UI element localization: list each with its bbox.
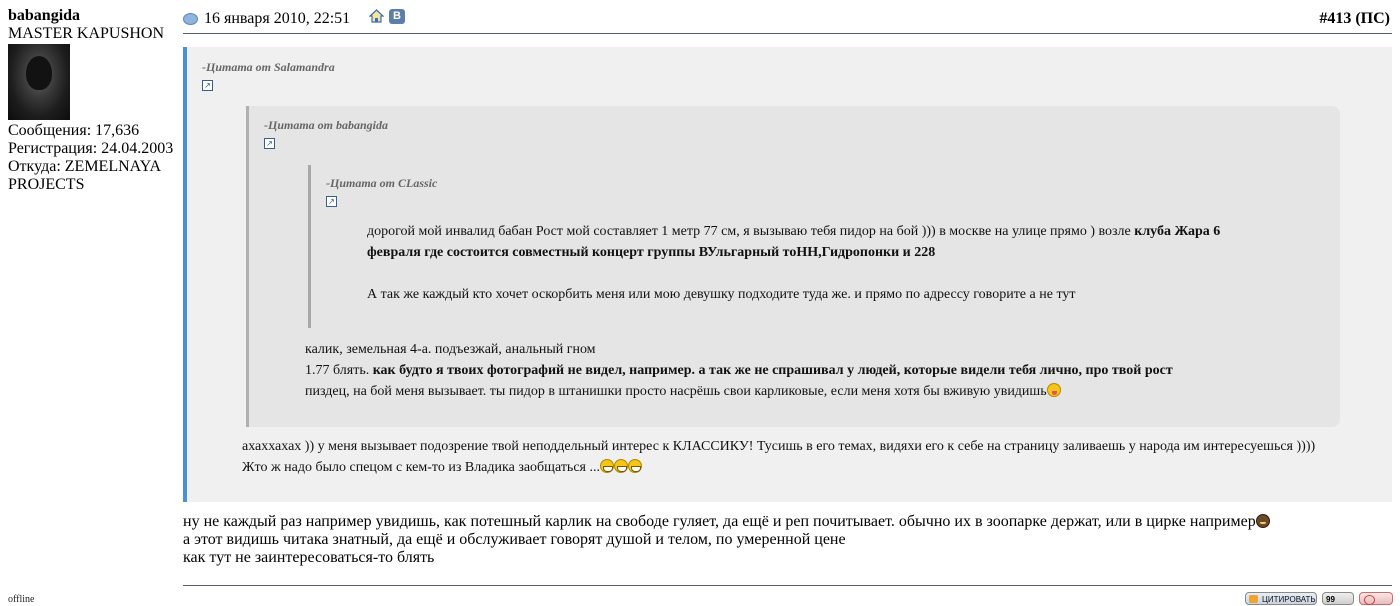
user-from: Откуда: ZEMELNAYA xyxy=(8,158,162,175)
user-info xyxy=(8,7,180,194)
reputation-button[interactable] xyxy=(1359,592,1393,605)
quote-middle-line1: калик, земельная 4-а. подъезжай, анальный гном xyxy=(305,342,596,357)
quote-inner-text xyxy=(367,221,1267,305)
quote-header-salamandra: -Цитата от Salamandra xyxy=(202,60,335,74)
post-number-wrap: #413 (ПС) xyxy=(1319,10,1390,27)
quote-middle-text xyxy=(305,339,1335,402)
smile-evil-icon xyxy=(1256,514,1270,528)
smile-grin-icon xyxy=(628,459,642,473)
message-line3: как тут не заинтересоваться-то блять xyxy=(183,549,435,566)
quote-outer-line1: ахаххахах )) у меня вызывает подозрение твой неподдельный интерес к КЛАССИКУ! Тусишь в его темах, видяхи его к себе на страницу заливаешь у народа им интересуешься )))) xyxy=(242,439,1316,454)
quote-outer-line2: Жто ж надо было спецом с кем-то из Владика заобщаться ... xyxy=(242,460,600,475)
quote-middle xyxy=(246,106,1340,427)
post-ps[interactable]: ПС xyxy=(1360,10,1385,27)
quote-link-icon[interactable]: ↗ xyxy=(326,196,337,207)
quote-button[interactable]: ЦИТИРОВАТЬ xyxy=(1245,592,1317,605)
quote-inner-p1-bold-cont: февраля где состоится совместный концерт группы ВУльгарный тоНН,Гидропонки и 228 xyxy=(367,245,936,260)
home-icon[interactable] xyxy=(369,9,384,23)
user-title: MASTER KAPUSHON xyxy=(8,25,165,42)
quote-inner-p2: А так же каждый кто хочет оскорбить меня или мою девушку подходите туда же. и прямо по адрессу говорите а не тут xyxy=(367,287,1076,302)
quote-link-icon[interactable]: ↗ xyxy=(202,80,213,91)
message-line1: ну не каждый раз например увидишь, как потешный карлик на свободе гуляет, да ещё и реп почитывает. обычно их в зоопарке держат, или в цирке например xyxy=(183,513,1256,530)
quote-inner-p1-bold: клуба Жара 6 xyxy=(1134,224,1221,239)
post-header xyxy=(183,9,1392,34)
quote-inner-p1: дорогой мой инвалид бабан Рост мой составляет 1 метр 77 см, я вызываю тебя пидор на бой ))) в москве на улице прямо ) возле xyxy=(367,224,1135,239)
quote-outer xyxy=(183,47,1392,502)
post-message xyxy=(183,513,1393,567)
user-posts: Сообщения: 17,636 xyxy=(8,122,140,139)
status-offline: offline xyxy=(8,594,35,605)
smile-tongue-icon xyxy=(1047,383,1061,397)
speech-bubble-icon xyxy=(183,13,198,25)
quote-inner xyxy=(308,165,1342,328)
smile-grin-icon xyxy=(614,459,628,473)
username[interactable]: babangida xyxy=(8,7,81,24)
multiquote-button[interactable]: 99 xyxy=(1322,592,1354,605)
vk-icon[interactable]: B xyxy=(389,9,405,24)
quote-link-icon[interactable]: ↗ xyxy=(264,138,275,149)
post-number[interactable]: #413 xyxy=(1319,10,1352,27)
message-line2: а этот видишь читака знатный, да ещё и обслуживает говорят душой и телом, по умеренной цене xyxy=(183,531,846,548)
user-registered: Регистрация: 24.04.2003 xyxy=(8,140,174,157)
quote-header-babangida: -Цитата от babangida xyxy=(264,118,389,132)
post-date: 16 января 2010, 22:51 xyxy=(204,10,351,27)
quote-middle-line3: пиздец, на бой меня вызывает. ты пидор в штанишки просто насрёшь свои карликовые, если меня хотя бы вживую увидишь xyxy=(305,384,1047,399)
quote-header-classic: -Цитата от CLassic xyxy=(326,176,438,190)
avatar xyxy=(8,44,70,120)
user-from-cont: PROJECTS xyxy=(8,176,85,193)
quote-middle-line2: 1.77 блять. xyxy=(305,363,373,378)
quote-outer-text xyxy=(242,436,1382,478)
post-footer-divider xyxy=(183,585,1392,586)
post-date-wrap xyxy=(183,10,350,28)
quote-middle-line2-bold: как будто я твоих фотографий не видел, например. а так же не спрашивал у людей, которые видели тебя лично, про твой рост xyxy=(372,363,1173,378)
smile-grin-icon xyxy=(600,459,614,473)
